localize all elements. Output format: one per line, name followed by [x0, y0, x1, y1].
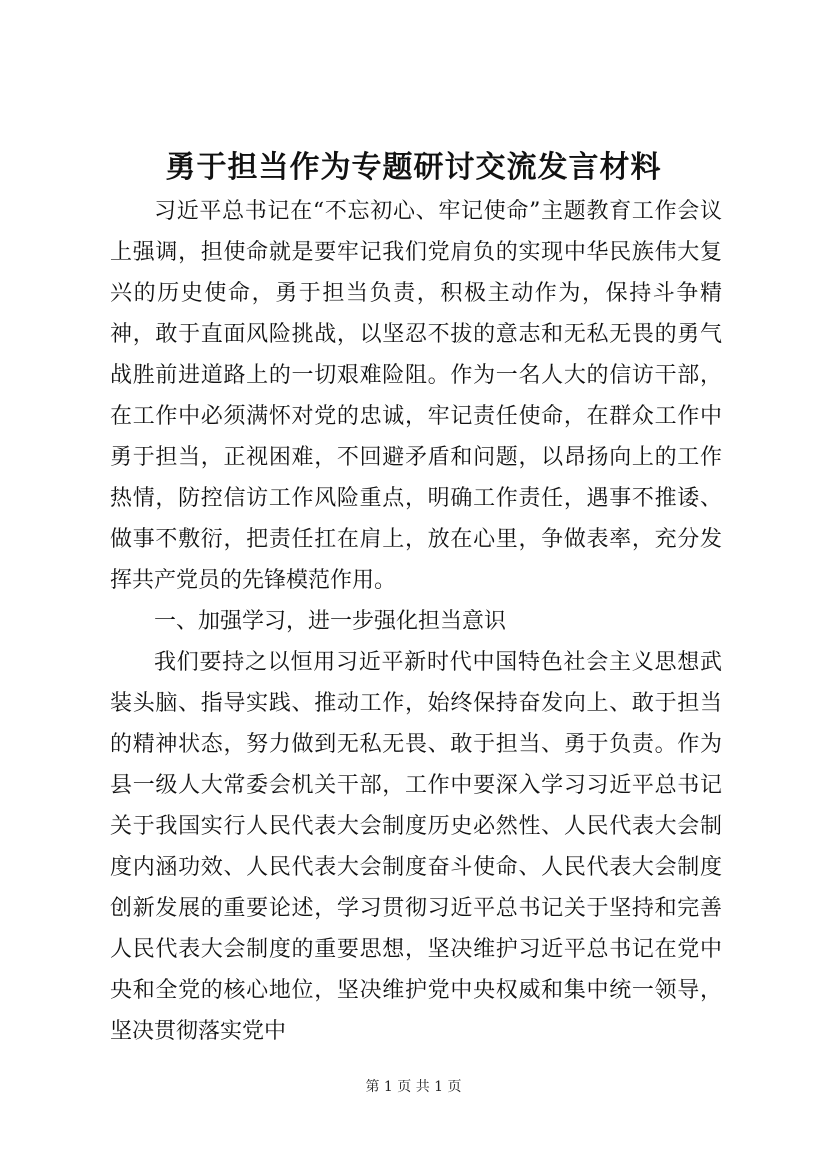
document-body	[110, 191, 722, 1052]
paragraph-section-1: 我们要持之以恒用习近平新时代中国特色社会主义思想武装头脑、指导实践、推动工作，始终保持奋发向上、敢于担当的精神状态，努力做到无私无畏、敢于担当、勇于负责。作为县一级人大常委会机关干部，工作中要深入学习习近平总书记关于我国实行人民代表大会制度历史必然性、人民代表大会制度内涵功效、人民代表大会制度奋斗使命、人民代表大会制度创新发展的重要论述，学习贯彻习近平总书记关于坚持和完善人民代表大会制度的重要思想，坚决维护习近平总书记在党中央和全党的核心地位，坚决维护党中央权威和集中统一领导，坚决贯彻落实党中	[110, 650, 722, 1044]
section-heading-1: 一、加强学习，进一步强化担当意识	[154, 609, 507, 634]
paragraph-intro: 习近平总书记在“不忘初心、牢记使命”主题教育工作会议上强调，担使命就是要牢记我们党肩负的实现中华民族伟大复兴的历史使命，勇于担当负责，积极主动作为，保持斗争精神，敢于直面风险挑战，以坚忍不拔的意志和无私无畏的勇气战胜前进道路上的一切艰难险阻。作为一名人大的信访干部，在工作中必须满怀对党的忠诚，牢记责任使命，在群众工作中勇于担当，正视困难，不回避矛盾和问题，以昂扬向上的工作热情，防控信访工作风险重点，明确工作责任，遇事不推诿、做事不敷衍，把责任扛在肩上，放在心里，争做表率，充分发挥共产党员的先锋模范作用。	[110, 199, 722, 593]
document-title: 勇于担当作为专题研讨交流发言材料	[165, 150, 662, 185]
page-footer: 第 1 页 共 1 页	[365, 1079, 462, 1095]
